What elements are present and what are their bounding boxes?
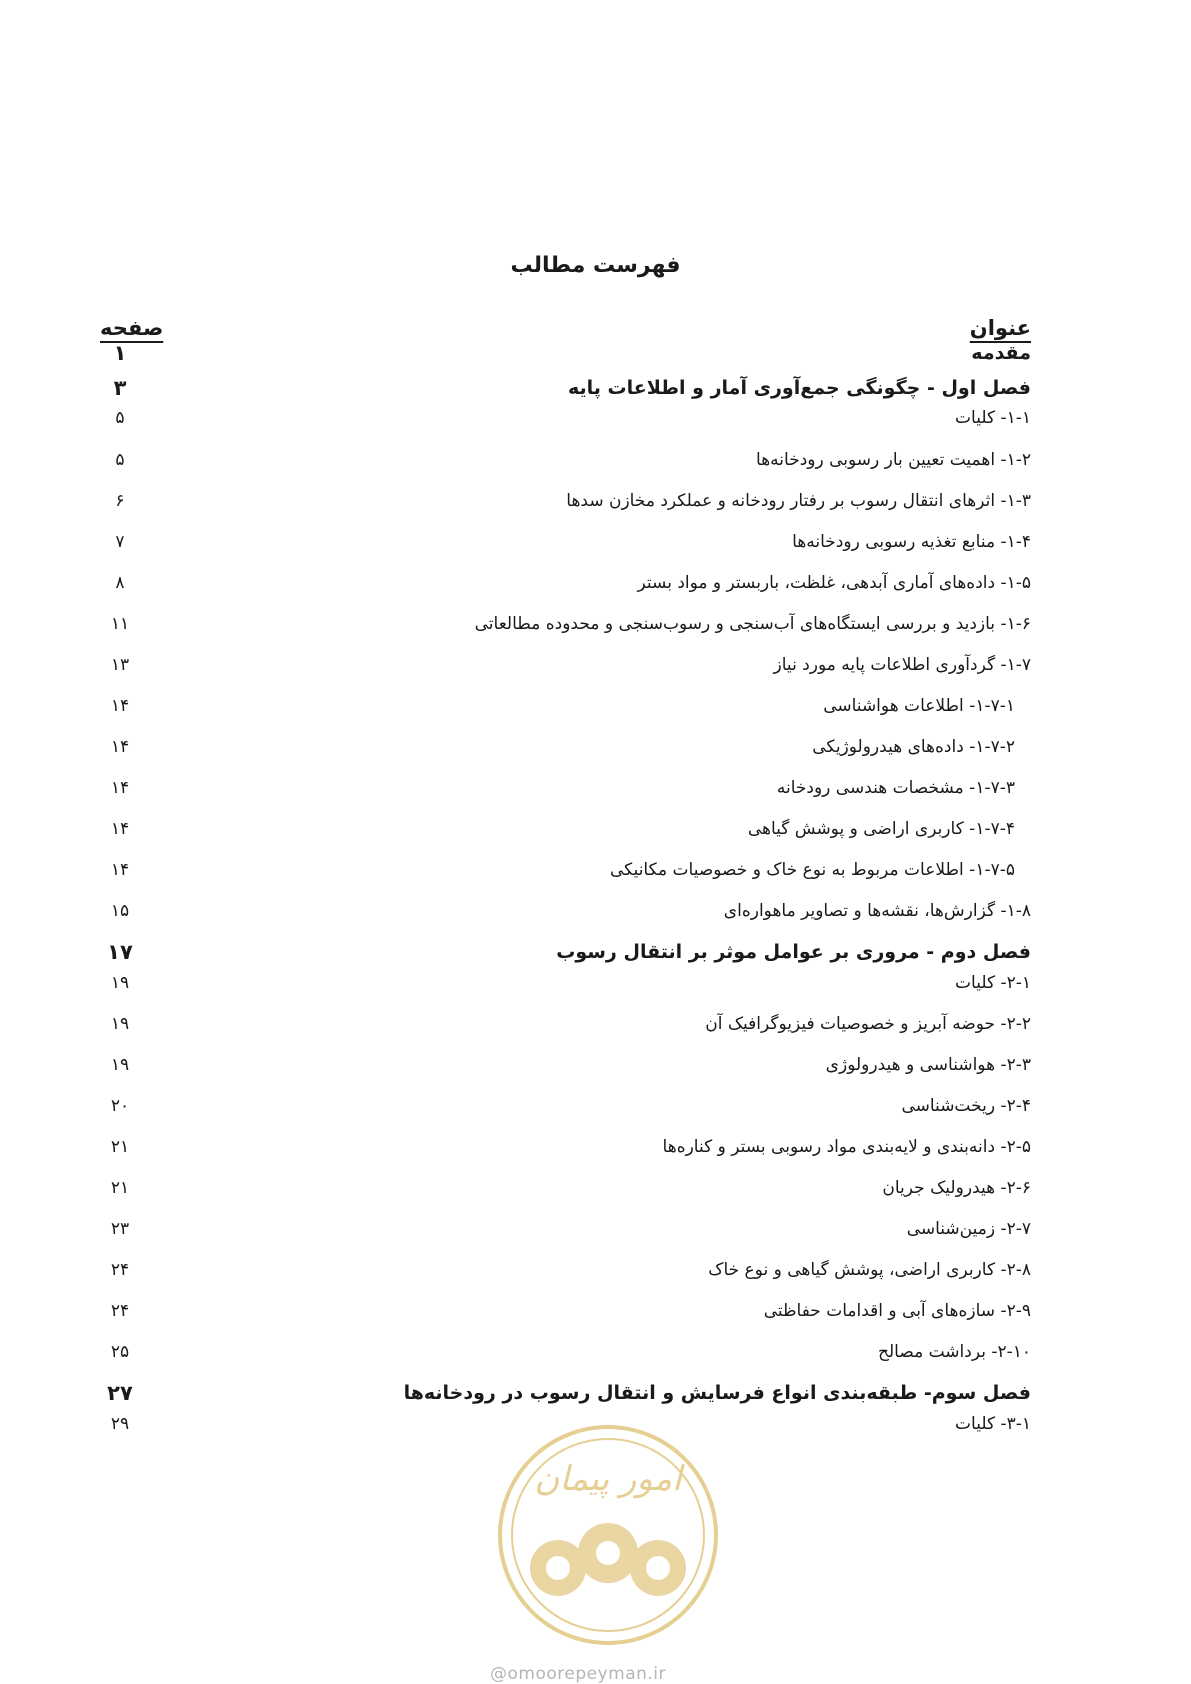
title-column-header: عنوان [969,316,1031,340]
toc-entry-page: ۲۳ [110,1219,130,1239]
toc-entry [0,1132,1191,1162]
toc-entry [0,609,1191,639]
toc-entry-title: ۱-۵- داده‌های آماری آبدهی، غلظت، باربستر و مواد بستر [637,573,1031,593]
toc-entry [0,338,1191,368]
toc-entry-page: ۵ [115,450,125,470]
toc-entry-title: ۱-۷-۵- اطلاعات مربوط به نوع خاک و خصوصیات مکانیکی [610,860,1015,880]
toc-entry-page: ۲۴ [110,1301,130,1321]
toc-entry-title: مقدمه [971,342,1031,364]
toc-entry-page: ۲۵ [110,1342,130,1362]
toc-entry-title: ۲-۳- هواشناسی و هیدرولوژی [825,1055,1031,1075]
toc-entry [0,855,1191,885]
toc-entry [0,445,1191,475]
toc-entry-page: ۲۴ [110,1260,130,1280]
toc-entry-page: ۷ [115,532,125,552]
toc-entry-page: ۲۰ [110,1096,130,1116]
toc-entry-page: ۲۹ [110,1414,130,1434]
toc-entry [0,1091,1191,1121]
toc-entry-title: ۱-۷-۳- مشخصات هندسی رودخانه [776,778,1015,798]
toc-entry-title: ۲-۶- هیدرولیک جریان [882,1178,1031,1198]
toc-entry [0,1050,1191,1080]
page-title: فهرست مطالب [510,253,681,278]
toc-entry-title: ۲-۵- دانه‌بندی و لایه‌بندی مواد رسوبی بستر و کناره‌ها [662,1137,1031,1157]
toc-entry [0,568,1191,598]
toc-entry-title: ۳-۱- کلیات [955,1414,1031,1434]
toc-entry-title: فصل سوم- طبقه‌بندی انواع فرسایش و انتقال رسوب در رودخانه‌ها [403,1382,1031,1404]
toc-entry-page: ۱۴ [110,778,130,798]
toc-entry-title: ۲-۱۰- برداشت مصالح [878,1342,1031,1362]
toc-entry [0,373,1191,403]
toc-entry [0,403,1191,433]
toc-entry-title: ۲-۸- کاربری اراضی، پوشش گیاهی و نوع خاک [708,1260,1031,1280]
toc-entry-title: ۱-۴- منابع تغذیه رسوبی رودخانه‌ها [792,532,1031,552]
toc-entry-page: ۲۱ [110,1178,130,1198]
toc-entry-title: ۲-۲- حوضه آبریز و خصوصیات فیزیوگرافیک آن [705,1014,1031,1034]
toc-entry [0,968,1191,998]
toc-entry-page: ۱۴ [110,819,130,839]
toc-entry [0,937,1191,967]
toc-entry-title: ۱-۷-۴- کاربری اراضی و پوشش گیاهی [747,819,1015,839]
toc-entry-title: ۱-۲- اهمیت تعیین بار رسوبی رودخانه‌ها [756,450,1031,470]
toc-entry [0,732,1191,762]
toc-entry-title: ۱-۶- بازدید و بررسی ایستگاه‌های آب‌سنجی و رسوب‌سنجی و محدوده مطالعاتی [474,614,1031,634]
toc-entry [0,1378,1191,1408]
toc-entry [0,773,1191,803]
toc-entry [0,1337,1191,1367]
toc-entry-page: ۱۳ [110,655,130,675]
toc-entry-page: ۱۷ [107,940,133,964]
toc-entry-title: ۱-۸- گزارش‌ها، نقشه‌ها و تصاویر ماهواره‌ای [723,901,1031,921]
toc-entry-title: ۲-۷- زمین‌شناسی [906,1219,1031,1239]
toc-entry-page: ۱ [113,341,127,365]
toc-entry-title: فصل اول - چگونگی جمع‌آوری آمار و اطلاعات پایه [567,377,1031,399]
toc-entry [0,896,1191,926]
toc-entry-title: ۱-۷-۲- داده‌های هیدرولوژیکی [812,737,1015,757]
toc-entry-title: ۱-۳- اثرهای انتقال رسوب بر رفتار رودخانه و عملکرد مخازن سدها [566,491,1031,511]
seal-text: امور پیمان [534,1459,682,1499]
omoore-peyman-seal-watermark [488,1418,728,1653]
toc-entry-page: ۸ [115,573,125,593]
toc-entry [0,1296,1191,1326]
toc-entry-page: ۱۵ [110,901,130,921]
toc-entry-title: ۱-۱- کلیات [955,408,1031,428]
toc-entry-title: فصل دوم - مروری بر عوامل موثر بر انتقال رسوب [556,941,1031,963]
toc-entry [0,1173,1191,1203]
toc-entry [0,1009,1191,1039]
toc-entry-page: ۱۴ [110,860,130,880]
toc-entry-page: ۶ [115,491,125,511]
toc-entry-page: ۱۹ [110,973,130,993]
toc-entry-page: ۱۴ [110,737,130,757]
toc-entry-page: ۱۹ [110,1014,130,1034]
toc-entry-page: ۵ [115,408,125,428]
toc-entry-page: ۱۹ [110,1055,130,1075]
toc-entry [0,1255,1191,1285]
toc-entry-page: ۲۷ [107,1381,133,1405]
toc-entry-page: ۱۱ [110,614,130,634]
toc-entry-page: ۲۱ [110,1137,130,1157]
toc-entry-page: ۱۴ [110,696,130,716]
toc-entry-title: ۱-۷- گردآوری اطلاعات پایه مورد نیاز [773,655,1031,675]
toc-entry-title: ۲-۴- ریخت‌شناسی [901,1096,1031,1116]
toc-entry [0,650,1191,680]
toc-entry [0,814,1191,844]
toc-entry-title: ۱-۷-۱- اطلاعات هواشناسی [823,696,1015,716]
toc-entry [0,527,1191,557]
toc-entry [0,1214,1191,1244]
page-column-header: صفحه [100,316,164,340]
toc-entry [0,691,1191,721]
toc-entry-page: ۳ [113,376,127,400]
website-watermark: @omoorepeyman.ir [490,1664,667,1684]
toc-entry-title: ۲-۱- کلیات [955,973,1031,993]
toc-entry-title: ۲-۹- سازه‌های آبی و اقدامات حفاظتی [763,1301,1031,1321]
toc-entry [0,486,1191,516]
